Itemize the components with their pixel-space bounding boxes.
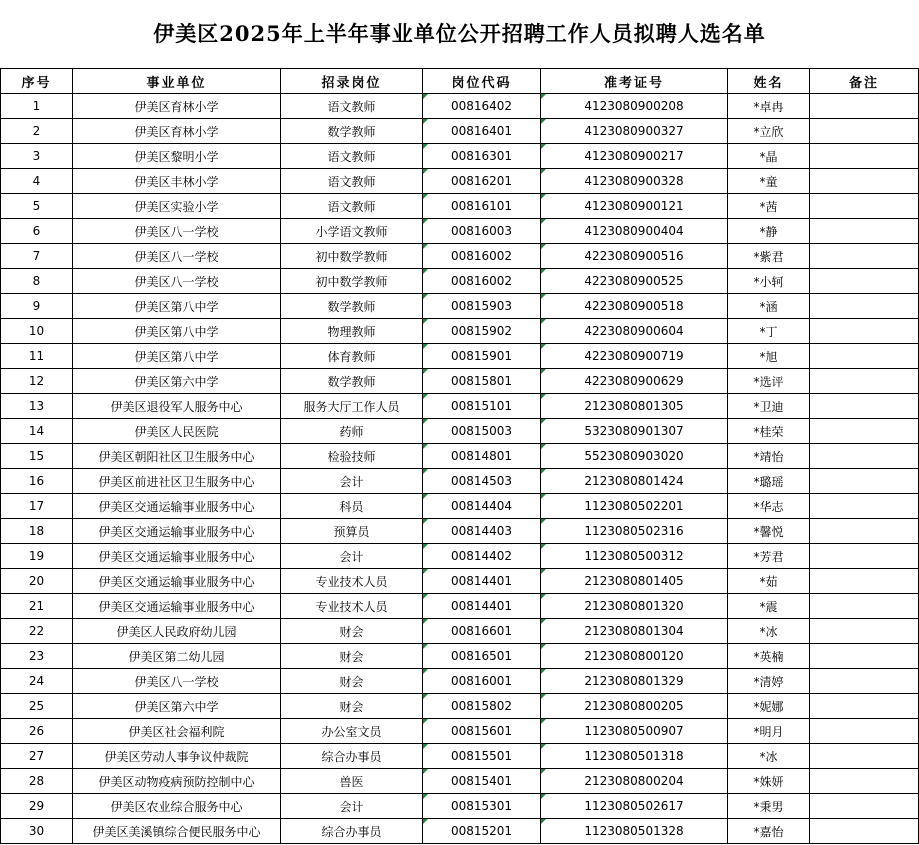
cell-position-code: 00816201 <box>423 169 541 194</box>
cell-exam-number: 1123080501328 <box>541 819 728 844</box>
cell-position: 数学教师 <box>281 369 423 394</box>
cell-position: 数学教师 <box>281 119 423 144</box>
cell-exam-number: 4123080900208 <box>541 94 728 119</box>
cell-remarks <box>810 569 919 594</box>
cell-index: 22 <box>1 619 73 644</box>
cell-name: *茜 <box>728 194 810 219</box>
cell-remarks <box>810 169 919 194</box>
cell-unit: 伊美区社会福利院 <box>73 719 281 744</box>
table-row <box>1 219 919 244</box>
header-position-code: 岗位代码 <box>423 69 541 94</box>
cell-remarks <box>810 294 919 319</box>
cell-name: *冰 <box>728 744 810 769</box>
cell-unit: 伊美区第八中学 <box>73 294 281 319</box>
cell-unit: 伊美区黎明小学 <box>73 144 281 169</box>
cell-remarks <box>810 94 919 119</box>
table-row <box>1 519 919 544</box>
cell-position: 办公室文员 <box>281 719 423 744</box>
cell-position-code: 00816001 <box>423 669 541 694</box>
table-row <box>1 394 919 419</box>
table-row <box>1 244 919 269</box>
cell-remarks <box>810 794 919 819</box>
cell-name: *妮娜 <box>728 694 810 719</box>
cell-exam-number: 2123080800204 <box>541 769 728 794</box>
header-exam-number: 准考证号 <box>541 69 728 94</box>
cell-exam-number: 4223080900604 <box>541 319 728 344</box>
cell-exam-number: 2123080801305 <box>541 394 728 419</box>
cell-name: *旭 <box>728 344 810 369</box>
cell-index: 14 <box>1 419 73 444</box>
cell-unit: 伊美区交通运输事业服务中心 <box>73 519 281 544</box>
cell-position-code: 00816601 <box>423 619 541 644</box>
cell-position-code: 00815301 <box>423 794 541 819</box>
table-row <box>1 169 919 194</box>
candidate-table <box>0 68 919 844</box>
cell-position-code: 00815903 <box>423 294 541 319</box>
cell-name: *姝妍 <box>728 769 810 794</box>
cell-remarks <box>810 619 919 644</box>
cell-exam-number: 4123080900327 <box>541 119 728 144</box>
cell-position-code: 00814404 <box>423 494 541 519</box>
cell-remarks <box>810 494 919 519</box>
cell-index: 11 <box>1 344 73 369</box>
cell-name: *嘉怡 <box>728 819 810 844</box>
cell-exam-number: 5323080901307 <box>541 419 728 444</box>
cell-exam-number: 2123080801329 <box>541 669 728 694</box>
cell-unit: 伊美区美溪镇综合便民服务中心 <box>73 819 281 844</box>
cell-remarks <box>810 819 919 844</box>
cell-unit: 伊美区八一学校 <box>73 669 281 694</box>
cell-exam-number: 1123080502316 <box>541 519 728 544</box>
cell-exam-number: 4123080900217 <box>541 144 728 169</box>
cell-position-code: 00814801 <box>423 444 541 469</box>
cell-unit: 伊美区交通运输事业服务中心 <box>73 494 281 519</box>
cell-remarks <box>810 744 919 769</box>
cell-index: 2 <box>1 119 73 144</box>
table-row <box>1 294 919 319</box>
cell-position: 科员 <box>281 494 423 519</box>
cell-unit: 伊美区交通运输事业服务中心 <box>73 569 281 594</box>
cell-unit: 伊美区第六中学 <box>73 369 281 394</box>
cell-exam-number: 2123080800205 <box>541 694 728 719</box>
cell-position: 会计 <box>281 794 423 819</box>
cell-exam-number: 1123080500312 <box>541 544 728 569</box>
cell-name: *桂荣 <box>728 419 810 444</box>
table-row <box>1 719 919 744</box>
cell-position: 会计 <box>281 469 423 494</box>
cell-remarks <box>810 444 919 469</box>
cell-position: 财会 <box>281 669 423 694</box>
cell-position: 语文教师 <box>281 94 423 119</box>
table-row <box>1 119 919 144</box>
cell-remarks <box>810 194 919 219</box>
cell-index: 10 <box>1 319 73 344</box>
cell-name: *秉男 <box>728 794 810 819</box>
cell-index: 25 <box>1 694 73 719</box>
table-row <box>1 144 919 169</box>
cell-unit: 伊美区人民政府幼儿园 <box>73 619 281 644</box>
cell-exam-number: 2123080800120 <box>541 644 728 669</box>
cell-remarks <box>810 419 919 444</box>
header-remarks: 备注 <box>810 69 919 94</box>
table-row <box>1 669 919 694</box>
cell-remarks <box>810 144 919 169</box>
table-row <box>1 94 919 119</box>
cell-position: 药师 <box>281 419 423 444</box>
cell-name: *明月 <box>728 719 810 744</box>
cell-index: 24 <box>1 669 73 694</box>
cell-index: 12 <box>1 369 73 394</box>
cell-position-code: 00815201 <box>423 819 541 844</box>
cell-name: *静 <box>728 219 810 244</box>
cell-unit: 伊美区第六中学 <box>73 694 281 719</box>
cell-remarks <box>810 469 919 494</box>
cell-position-code: 00816002 <box>423 269 541 294</box>
cell-position-code: 00816003 <box>423 219 541 244</box>
cell-exam-number: 2123080801405 <box>541 569 728 594</box>
cell-exam-number: 2123080801320 <box>541 594 728 619</box>
cell-unit: 伊美区丰林小学 <box>73 169 281 194</box>
table-row <box>1 644 919 669</box>
cell-exam-number: 2123080801304 <box>541 619 728 644</box>
cell-position: 财会 <box>281 694 423 719</box>
cell-position-code: 00815101 <box>423 394 541 419</box>
cell-unit: 伊美区第二幼儿园 <box>73 644 281 669</box>
table-row <box>1 569 919 594</box>
cell-position-code: 00816402 <box>423 94 541 119</box>
cell-position-code: 00816002 <box>423 244 541 269</box>
cell-index: 21 <box>1 594 73 619</box>
cell-position-code: 00814503 <box>423 469 541 494</box>
table-row <box>1 194 919 219</box>
cell-exam-number: 4223080900525 <box>541 269 728 294</box>
header-unit: 事业单位 <box>73 69 281 94</box>
cell-remarks <box>810 544 919 569</box>
cell-remarks <box>810 669 919 694</box>
cell-unit: 伊美区交通运输事业服务中心 <box>73 594 281 619</box>
cell-unit: 伊美区第八中学 <box>73 319 281 344</box>
cell-remarks <box>810 769 919 794</box>
cell-unit: 伊美区退役军人服务中心 <box>73 394 281 419</box>
cell-name: *震 <box>728 594 810 619</box>
cell-unit: 伊美区实验小学 <box>73 194 281 219</box>
table-row <box>1 344 919 369</box>
cell-position: 会计 <box>281 544 423 569</box>
cell-position: 数学教师 <box>281 294 423 319</box>
cell-position: 初中数学教师 <box>281 269 423 294</box>
cell-exam-number: 4123080900328 <box>541 169 728 194</box>
cell-position: 小学语文教师 <box>281 219 423 244</box>
cell-name: *冰 <box>728 619 810 644</box>
cell-index: 23 <box>1 644 73 669</box>
table-row <box>1 444 919 469</box>
cell-name: *靖怡 <box>728 444 810 469</box>
table-row <box>1 594 919 619</box>
cell-position: 专业技术人员 <box>281 594 423 619</box>
cell-position-code: 00816501 <box>423 644 541 669</box>
cell-exam-number: 1123080502617 <box>541 794 728 819</box>
cell-index: 28 <box>1 769 73 794</box>
cell-remarks <box>810 319 919 344</box>
table-row <box>1 544 919 569</box>
cell-name: *晶 <box>728 144 810 169</box>
cell-index: 6 <box>1 219 73 244</box>
cell-name: *紫君 <box>728 244 810 269</box>
header-row <box>1 69 919 94</box>
cell-index: 20 <box>1 569 73 594</box>
cell-unit: 伊美区育林小学 <box>73 94 281 119</box>
table-row <box>1 469 919 494</box>
cell-remarks <box>810 394 919 419</box>
cell-unit: 伊美区八一学校 <box>73 219 281 244</box>
cell-index: 13 <box>1 394 73 419</box>
header-position: 招录岗位 <box>281 69 423 94</box>
cell-remarks <box>810 694 919 719</box>
cell-remarks <box>810 244 919 269</box>
header-index: 序号 <box>1 69 73 94</box>
cell-position: 服务大厅工作人员 <box>281 394 423 419</box>
cell-index: 16 <box>1 469 73 494</box>
header-name: 姓名 <box>728 69 810 94</box>
cell-unit: 伊美区动物疫病预防控制中心 <box>73 769 281 794</box>
cell-position: 物理教师 <box>281 319 423 344</box>
cell-name: *馨悦 <box>728 519 810 544</box>
cell-index: 3 <box>1 144 73 169</box>
cell-position-code: 00814401 <box>423 569 541 594</box>
cell-remarks <box>810 269 919 294</box>
cell-remarks <box>810 344 919 369</box>
cell-index: 9 <box>1 294 73 319</box>
cell-remarks <box>810 369 919 394</box>
cell-exam-number: 4123080900404 <box>541 219 728 244</box>
cell-name: *英楠 <box>728 644 810 669</box>
cell-position-code: 00815401 <box>423 769 541 794</box>
cell-index: 1 <box>1 94 73 119</box>
cell-remarks <box>810 519 919 544</box>
cell-exam-number: 4223080900516 <box>541 244 728 269</box>
cell-position-code: 00815902 <box>423 319 541 344</box>
cell-unit: 伊美区交通运输事业服务中心 <box>73 544 281 569</box>
table-row <box>1 419 919 444</box>
cell-index: 26 <box>1 719 73 744</box>
cell-name: *选评 <box>728 369 810 394</box>
cell-index: 15 <box>1 444 73 469</box>
cell-exam-number: 4223080900629 <box>541 369 728 394</box>
cell-position-code: 00816401 <box>423 119 541 144</box>
cell-index: 27 <box>1 744 73 769</box>
cell-unit: 伊美区八一学校 <box>73 269 281 294</box>
cell-unit: 伊美区前进社区卫生服务中心 <box>73 469 281 494</box>
cell-position: 财会 <box>281 619 423 644</box>
cell-exam-number: 4223080900719 <box>541 344 728 369</box>
cell-name: *卓冉 <box>728 94 810 119</box>
cell-position-code: 00815901 <box>423 344 541 369</box>
cell-exam-number: 5523080903020 <box>541 444 728 469</box>
cell-name: *丁 <box>728 319 810 344</box>
cell-name: *芳君 <box>728 544 810 569</box>
cell-index: 18 <box>1 519 73 544</box>
cell-position: 综合办事员 <box>281 819 423 844</box>
cell-index: 30 <box>1 819 73 844</box>
cell-position-code: 00814401 <box>423 594 541 619</box>
cell-index: 8 <box>1 269 73 294</box>
cell-position: 财会 <box>281 644 423 669</box>
cell-position-code: 00815802 <box>423 694 541 719</box>
table-row <box>1 494 919 519</box>
cell-unit: 伊美区育林小学 <box>73 119 281 144</box>
cell-unit: 伊美区农业综合服务中心 <box>73 794 281 819</box>
cell-unit: 伊美区劳动人事争议仲裁院 <box>73 744 281 769</box>
cell-index: 17 <box>1 494 73 519</box>
table-row <box>1 794 919 819</box>
table-row <box>1 694 919 719</box>
table-row <box>1 319 919 344</box>
cell-index: 5 <box>1 194 73 219</box>
cell-position: 体育教师 <box>281 344 423 369</box>
cell-name: *小轲 <box>728 269 810 294</box>
cell-index: 4 <box>1 169 73 194</box>
table-row <box>1 769 919 794</box>
cell-remarks <box>810 219 919 244</box>
cell-exam-number: 1123080500907 <box>541 719 728 744</box>
cell-position: 初中数学教师 <box>281 244 423 269</box>
cell-position: 预算员 <box>281 519 423 544</box>
cell-name: *涵 <box>728 294 810 319</box>
cell-position: 语文教师 <box>281 169 423 194</box>
cell-unit: 伊美区八一学校 <box>73 244 281 269</box>
cell-position-code: 00815601 <box>423 719 541 744</box>
cell-index: 29 <box>1 794 73 819</box>
cell-name: *卫迪 <box>728 394 810 419</box>
cell-name: *璐瑶 <box>728 469 810 494</box>
cell-exam-number: 1123080501318 <box>541 744 728 769</box>
table-row <box>1 369 919 394</box>
cell-unit: 伊美区人民医院 <box>73 419 281 444</box>
cell-position: 语文教师 <box>281 194 423 219</box>
table-row <box>1 744 919 769</box>
cell-position-code: 00814402 <box>423 544 541 569</box>
cell-index: 7 <box>1 244 73 269</box>
cell-index: 19 <box>1 544 73 569</box>
cell-remarks <box>810 594 919 619</box>
cell-position-code: 00816301 <box>423 144 541 169</box>
cell-position-code: 00815003 <box>423 419 541 444</box>
cell-remarks <box>810 644 919 669</box>
cell-remarks <box>810 719 919 744</box>
table-row <box>1 269 919 294</box>
cell-position: 语文教师 <box>281 144 423 169</box>
cell-exam-number: 4223080900518 <box>541 294 728 319</box>
cell-name: *童 <box>728 169 810 194</box>
cell-position: 专业技术人员 <box>281 569 423 594</box>
cell-position-code: 00814403 <box>423 519 541 544</box>
cell-name: *立欣 <box>728 119 810 144</box>
cell-position-code: 00815501 <box>423 744 541 769</box>
cell-exam-number: 1123080502201 <box>541 494 728 519</box>
table-row <box>1 619 919 644</box>
table-row <box>1 819 919 844</box>
cell-unit: 伊美区朝阳社区卫生服务中心 <box>73 444 281 469</box>
cell-position: 综合办事员 <box>281 744 423 769</box>
page-title: 伊美区2025年上半年事业单位公开招聘工作人员拟聘人选名单 <box>153 21 766 46</box>
cell-unit: 伊美区第八中学 <box>73 344 281 369</box>
cell-position-code: 00815801 <box>423 369 541 394</box>
cell-remarks <box>810 119 919 144</box>
cell-name: *华志 <box>728 494 810 519</box>
cell-exam-number: 4123080900121 <box>541 194 728 219</box>
cell-position-code: 00816101 <box>423 194 541 219</box>
cell-name: *茹 <box>728 569 810 594</box>
cell-name: *清婷 <box>728 669 810 694</box>
cell-exam-number: 2123080801424 <box>541 469 728 494</box>
cell-position: 检验技师 <box>281 444 423 469</box>
cell-position: 兽医 <box>281 769 423 794</box>
